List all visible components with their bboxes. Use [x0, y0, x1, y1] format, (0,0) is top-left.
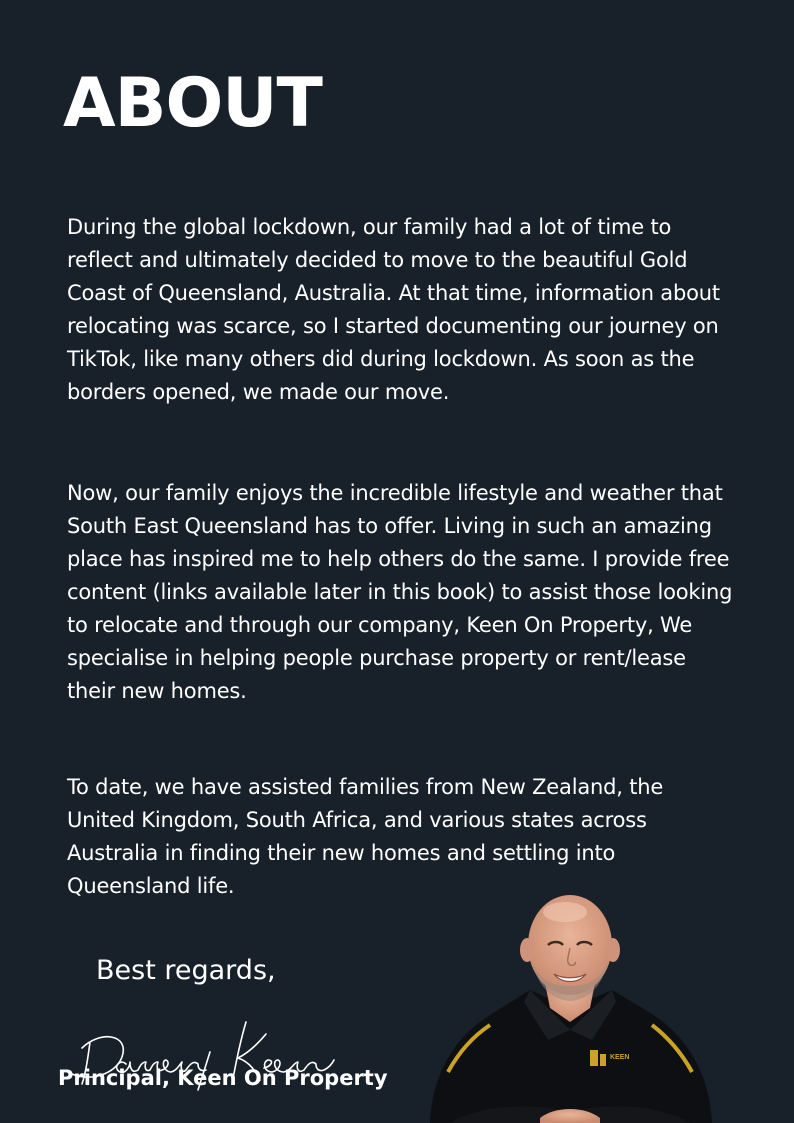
paragraph-lifestyle: Now, our family enjoys the incredible lifestyle and weather that South East Queensland has to offer. Living in such an amazing place has inspired me to help others do the same. I provide free content (links available later in this book) to assist those looking to relocate and through our company, Keen On Property, We specialise in helping people purchase property or rent/lease their new homes. — [67, 481, 733, 703]
signatory-title: Principal, Keen On Property — [58, 1066, 388, 1090]
closing-salutation: Best regards, — [96, 955, 276, 986]
portrait-photo — [420, 890, 720, 1123]
paragraph-lockdown: During the global lockdown, our family had a lot of time to reflect and ultimately decided to move to the beautiful Gold Coast of Queensland, Australia. At that time, information about relocating was scarce, so I started documenting our journey on TikTok, like many others did during lockdown. As soon as the borders opened, we made our move. — [67, 215, 720, 404]
paragraph-families: To date, we have assisted families from New Zealand, the United Kingdom, South Africa, and various states across Australia in finding their new homes and settling into Queensland life. — [67, 775, 664, 898]
svg-text:KEEN: KEEN — [610, 1054, 630, 1061]
page-title: ABOUT — [63, 64, 322, 143]
